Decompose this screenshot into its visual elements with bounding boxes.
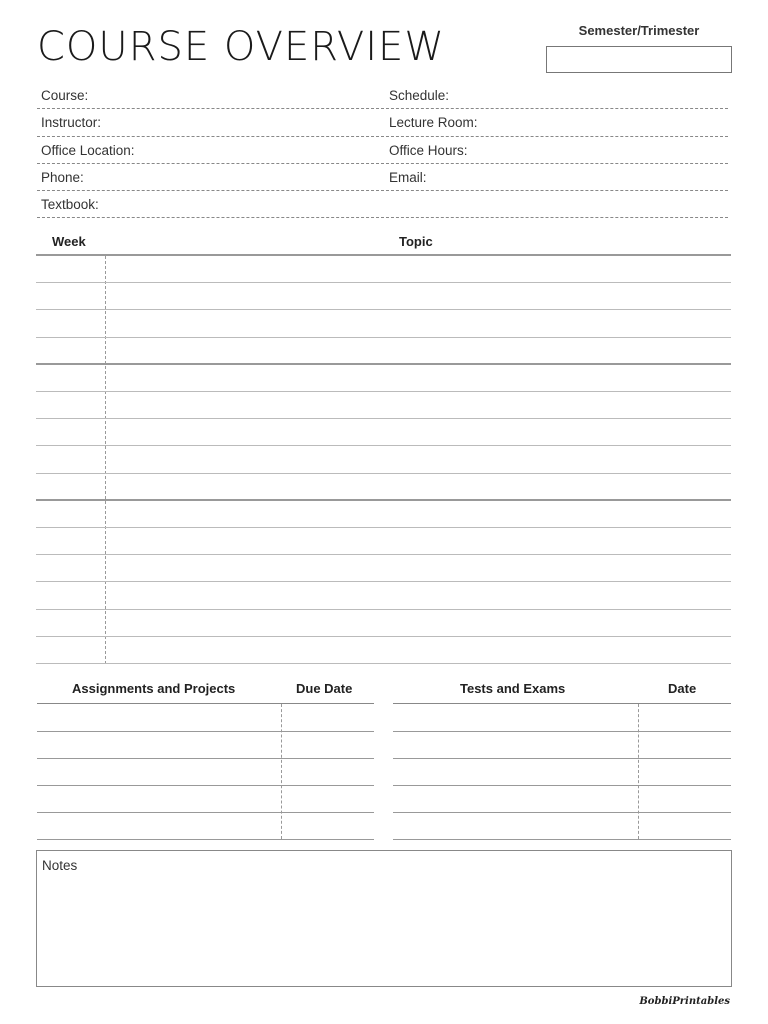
schedule-row[interactable] xyxy=(36,419,731,446)
info-row-contact xyxy=(37,164,728,191)
tests-header: Tests and Exams xyxy=(460,681,566,696)
lecture-room-label: Lecture Room: xyxy=(389,115,478,131)
tests-table-top-rule xyxy=(393,703,731,704)
textbook-label: Textbook: xyxy=(41,197,99,213)
test-row[interactable] xyxy=(393,813,731,840)
topic-column-header: Topic xyxy=(399,234,433,249)
schedule-row[interactable] xyxy=(36,310,731,337)
assignment-row[interactable] xyxy=(37,813,374,840)
schedule-row[interactable] xyxy=(36,256,731,283)
course-label: Course: xyxy=(41,88,89,103)
instructor-label: Instructor: xyxy=(41,115,102,131)
schedule-row[interactable] xyxy=(36,555,731,582)
schedule-row[interactable] xyxy=(36,392,731,419)
assignments-table-top-rule xyxy=(37,703,374,704)
office-location-label: Office Location: xyxy=(41,142,135,158)
brand-logo: BobbiPrintables xyxy=(639,996,730,1007)
phone-label: Phone: xyxy=(41,169,84,185)
schedule-row[interactable] xyxy=(36,582,731,609)
test-row[interactable] xyxy=(393,759,731,786)
test-row[interactable] xyxy=(393,705,731,732)
notes-box[interactable] xyxy=(36,850,732,987)
info-row-office xyxy=(37,137,728,164)
schedule-row[interactable] xyxy=(36,283,731,310)
schedule-label: Schedule: xyxy=(389,88,450,103)
assignments-header: Assignments and Projects xyxy=(72,681,236,696)
info-row-course xyxy=(37,82,728,109)
test-date-header: Date xyxy=(668,681,697,696)
assignments-table xyxy=(37,703,374,839)
course-info-section xyxy=(37,82,728,218)
office-hours-label: Office Hours: xyxy=(389,142,468,158)
schedule-row[interactable] xyxy=(36,637,731,664)
email-label: Email: xyxy=(389,169,427,185)
week-column-header: Week xyxy=(52,234,86,249)
schedule-row[interactable] xyxy=(36,365,731,392)
page-title: COURSE OVERVIEW xyxy=(37,24,445,70)
schedule-row[interactable] xyxy=(36,474,731,501)
schedule-table xyxy=(36,254,731,664)
due-date-header: Due Date xyxy=(296,681,353,696)
assignment-row[interactable] xyxy=(37,732,374,759)
info-row-instructor xyxy=(37,109,728,136)
test-row[interactable] xyxy=(393,786,731,813)
assignment-row[interactable] xyxy=(37,786,374,813)
semester-field[interactable] xyxy=(546,46,732,73)
schedule-row[interactable] xyxy=(36,610,731,637)
assignment-row[interactable] xyxy=(37,759,374,786)
schedule-row[interactable] xyxy=(36,501,731,528)
schedule-row[interactable] xyxy=(36,338,731,365)
semester-label: Semester/Trimester xyxy=(578,23,700,38)
notes-label: Notes xyxy=(42,858,78,873)
schedule-row[interactable] xyxy=(36,528,731,555)
tests-table xyxy=(393,703,731,839)
schedule-row[interactable] xyxy=(36,446,731,473)
test-row[interactable] xyxy=(393,732,731,759)
assignment-row[interactable] xyxy=(37,705,374,732)
info-row-textbook xyxy=(37,191,728,218)
